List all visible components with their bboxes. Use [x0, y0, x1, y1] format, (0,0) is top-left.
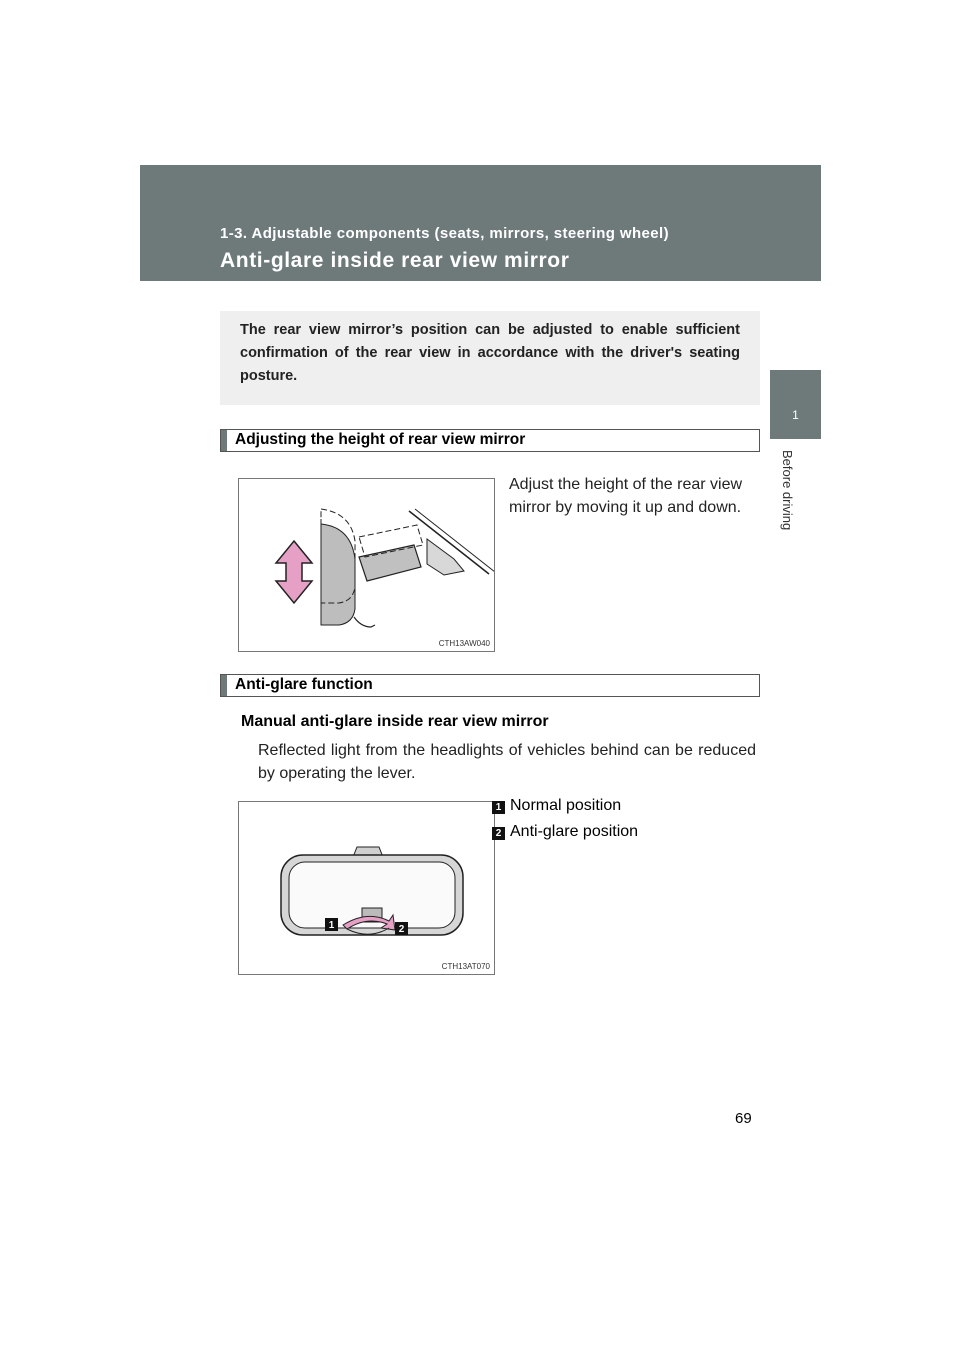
- mirror-antiglare-illustration: [239, 802, 495, 975]
- mirror-height-figure: [238, 478, 495, 652]
- position-1-label: 1: [328, 920, 335, 931]
- height-description: Adjust the height of the rear view mirror by moving it up and down.: [509, 476, 743, 516]
- legend-label: Anti-glare position: [510, 823, 639, 840]
- legend-item-normal: [492, 797, 621, 815]
- mirror-antiglare-figure: [238, 801, 495, 975]
- antiglare-description: Reflected light from the headlights of vehicles behind can be reduced by operating the lever.: [258, 742, 756, 782]
- section-heading-antiglare: [220, 674, 760, 697]
- section-path: 1-3. Adjustable components (seats, mirrors, steering wheel): [220, 225, 669, 242]
- legend-item-antiglare: [492, 823, 638, 841]
- legend-number-2: 2: [492, 827, 505, 840]
- intro-box: [220, 311, 760, 405]
- subheading: Manual anti-glare inside rear view mirror: [241, 713, 549, 730]
- section-heading-text: Adjusting the height of rear view mirror: [235, 431, 526, 448]
- page-title: Anti-glare inside rear view mirror: [220, 249, 570, 272]
- chapter-number: 1: [792, 408, 799, 422]
- heading-bar: [221, 675, 227, 696]
- chapter-tab: [770, 370, 821, 439]
- section-heading-text: Anti-glare function: [235, 676, 373, 693]
- legend-number-1: 1: [492, 801, 505, 814]
- position-2-label: 2: [398, 924, 405, 935]
- figure-code: CTH13AW040: [438, 639, 490, 648]
- chapter-label: Before driving: [780, 450, 795, 531]
- page-header: [140, 165, 821, 281]
- heading-bar: [221, 430, 227, 451]
- legend-label: Normal position: [510, 797, 622, 814]
- mirror-height-illustration: [239, 479, 495, 652]
- section-heading-height: [220, 429, 760, 452]
- figure-code: CTH13AT070: [441, 962, 490, 971]
- intro-text: The rear view mirror’s position can be adjusted to enable sufficient confirmation of the rear view in accordance with the driver's seating posture.: [240, 322, 740, 384]
- page-number: 69: [735, 1110, 752, 1127]
